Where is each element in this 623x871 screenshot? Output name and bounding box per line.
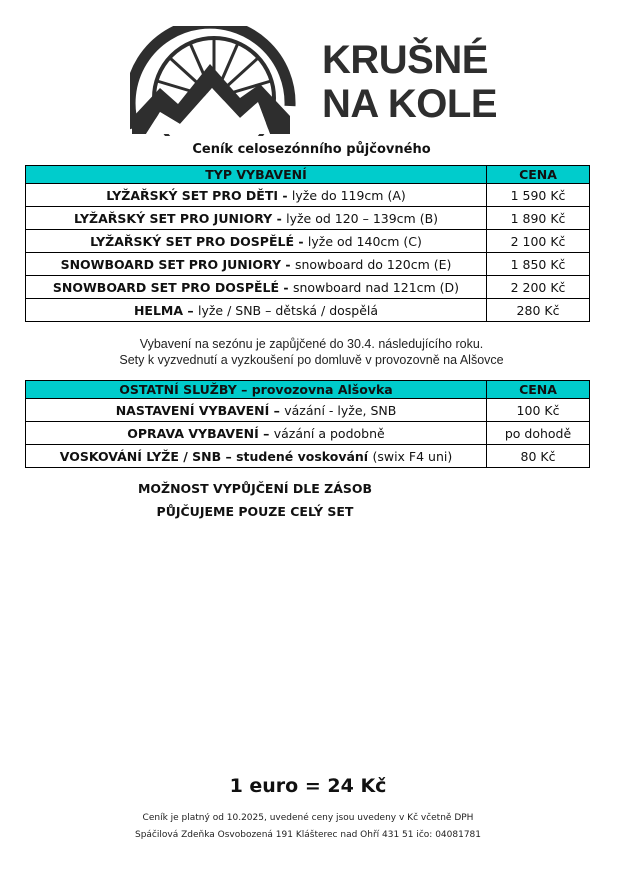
page-title: Ceník celosezónního půjčovného <box>192 142 431 157</box>
service-price: 100 Kč <box>487 399 590 422</box>
item-desc: lyže / SNB – dětská / dospělá <box>197 302 379 318</box>
table-header <box>26 381 590 399</box>
table-row <box>26 299 590 322</box>
item-price: 1 890 Kč <box>487 207 590 230</box>
header-services: OSTATNÍ SLUŽBY – provozovna Alšovka <box>26 381 487 399</box>
service-price: po dohodě <box>487 422 590 445</box>
footer-company: Spáčilová Zdeňka Osvobozená 191 Klášterec nad Ohří 431 51 ičo: 04081781 <box>134 830 482 840</box>
item-desc: snowboard nad 121cm (D) <box>292 279 460 295</box>
logo <box>130 26 300 136</box>
header-type: TYP VYBAVENÍ <box>26 166 487 184</box>
item-name: LYŽAŘSKÝ SET PRO DĚTI - <box>106 187 292 203</box>
item-name: SNOWBOARD SET PRO DOSPĚLÉ - <box>52 279 293 295</box>
table-row <box>26 399 590 422</box>
table-row <box>26 422 590 445</box>
header-price: CENA <box>487 381 590 399</box>
note-line1: Vybavení na sezónu je zapůjčené do 30.4. následujícího roku. <box>139 337 484 351</box>
brand-name <box>322 38 497 126</box>
item-desc: snowboard do 120cm (E) <box>294 256 452 272</box>
stock-note: MOŽNOST VYPŮJČENÍ DLE ZÁSOB <box>137 481 373 496</box>
service-name: VOSKOVÁNÍ LYŽE / SNB – studené voskování <box>59 448 373 464</box>
table-row <box>26 276 590 299</box>
table-row <box>26 230 590 253</box>
item-desc: lyže od 120 – 139cm (B) <box>286 210 439 226</box>
exchange-rate: 1 euro = 24 Kč <box>229 775 387 797</box>
brand-line2: NA KOLE <box>322 82 498 126</box>
table-row <box>26 445 590 468</box>
service-name: OPRAVA VYBAVENÍ – <box>127 425 274 441</box>
brand-line1: KRUŠNÉ <box>322 38 488 82</box>
rental-note <box>0 336 623 368</box>
price-table-equipment <box>25 165 590 322</box>
item-name: LYŽAŘSKÝ SET PRO JUNIORY - <box>73 210 287 226</box>
note-line2: Sety k vyzvednutí a vyzkoušení po domluvě v provozovně na Alšovce <box>119 353 504 367</box>
item-price: 2 100 Kč <box>487 230 590 253</box>
item-desc: lyže do 119cm (A) <box>291 187 406 203</box>
item-desc: lyže od 140cm (C) <box>307 233 422 249</box>
service-name: NASTAVENÍ VYBAVENÍ – <box>115 402 285 418</box>
item-price: 280 Kč <box>487 299 590 322</box>
item-price: 2 200 Kč <box>487 276 590 299</box>
service-price: 80 Kč <box>487 445 590 468</box>
item-price: 1 850 Kč <box>487 253 590 276</box>
service-desc: vázání a podobně <box>273 425 385 441</box>
table-row <box>26 184 590 207</box>
item-name: HELMA – <box>133 302 198 318</box>
item-name: LYŽAŘSKÝ SET PRO DOSPĚLÉ - <box>90 233 308 249</box>
item-name: SNOWBOARD SET PRO JUNIORY - <box>60 256 295 272</box>
table-row <box>26 253 590 276</box>
service-desc: (swix F4 uni) <box>372 448 453 464</box>
full-set-note: PŮJČUJEME POUZE CELÝ SET <box>156 504 354 519</box>
service-desc: vázání - lyže, SNB <box>284 402 397 418</box>
item-price: 1 590 Kč <box>487 184 590 207</box>
footer-validity: Ceník je platný od 10.2025, uvedené ceny jsou uvedeny v Kč včetně DPH <box>142 813 474 823</box>
price-table-services <box>25 380 590 468</box>
table-row <box>26 207 590 230</box>
header-price: CENA <box>487 166 590 184</box>
table-header <box>26 166 590 184</box>
